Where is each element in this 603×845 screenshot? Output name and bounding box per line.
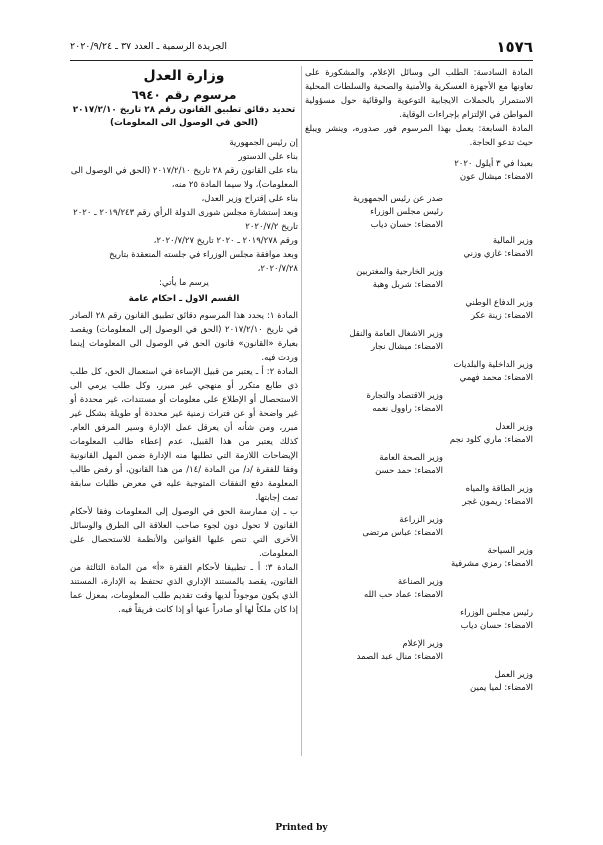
signature-works-title: وزير الاشغال العامة والنقل bbox=[349, 329, 443, 339]
signature-pm2-name: الامضاء: حسان دياب bbox=[460, 621, 533, 631]
page-number: ١٥٧٦ bbox=[496, 38, 533, 56]
decree-line: يرسم ما يأتي: bbox=[159, 278, 209, 288]
signature-works-name: الامضاء: ميشال نجار bbox=[370, 342, 443, 352]
signature-interior-name: الامضاء: محمد فهمي bbox=[459, 373, 533, 383]
signature-defense-title: وزير الدفاع الوطني bbox=[465, 298, 533, 308]
signature-pm2-title: رئيس مجلس الوزراء bbox=[460, 608, 533, 618]
page-header bbox=[70, 38, 533, 58]
signature-economy-title: وزير الاقتصاد والتجارة bbox=[366, 391, 443, 401]
article-one: المادة ١: يحدد هذا المرسوم دقائق تطبيق القانون رقم ٢٨ الصادر في تاريخ ٢٠١٧/٢/١٠ (الحق في الوصول إلى المعلومات) ويقصد بعبارة «القانون» قانون الحق في الوصول الى المعلومات إينما وردت فيه. bbox=[70, 311, 298, 363]
signature-energy-title: وزير الطاقة والمياه bbox=[465, 484, 533, 494]
signature-foreign-title: وزير الخارجية والمغتربين bbox=[356, 267, 443, 277]
signature-health-title: وزير الصحة العامة bbox=[379, 453, 443, 463]
signature-president: الامضاء: ميشال عون bbox=[459, 172, 533, 182]
article-three-a: المادة ٣: أ ـ تطبيقا لأحكام الفقرة «أ» من المادة الثالثة من القانون، يقصد بالمستند الإداري الذي تحتفظ به الإدارة، المستند الذي يكون موجوداً لديها وقت تقديم طلب المعلومات، بمعزل عما إذا كان ملكاً لها أو صادراً عنها أو إذا كانت فريقاً فيه. bbox=[70, 563, 298, 615]
ministry-title: وزارة العدل bbox=[143, 68, 225, 84]
running-title: الجريدة الرسمية ـ العدد ٣٧ ـ ٢٠٢٠/٩/٢٤ bbox=[70, 41, 228, 52]
decree-subject: تحديد دقائق تطبيق القانون رقم ٢٨ تاريخ ٢٠١٧/٢/١٠ (الحق في الوصول الى المعلومات) bbox=[72, 105, 296, 128]
intro-line: وبعد موافقة مجلس الوزراء في جلسته المنعقدة بتاريخ ٢٠٢٠/٧/٢٨، bbox=[109, 250, 298, 274]
intro-line: إن رئيس الجمهورية bbox=[229, 138, 298, 148]
signature-information-name: الامضاء: منال عبد الصمد bbox=[356, 652, 443, 662]
signature-interior-title: وزير الداخلية والبلديات bbox=[453, 360, 533, 370]
signature-agriculture-title: وزير الزراعة bbox=[399, 515, 443, 525]
signing-date: بعبدا في ٣ أيلول ٢٠٢٠ bbox=[454, 159, 533, 169]
right-column bbox=[305, 66, 533, 731]
left-column bbox=[70, 66, 298, 617]
signature-block bbox=[305, 171, 533, 731]
signature-information-title: وزير الإعلام bbox=[402, 639, 443, 649]
article-two-a: المادة ٢: أ ـ يعتبر من قبيل الإساءة في استعمال الحق، كل طلب ذي طابع متكرر أو منهجي غير مبرر، وكل طلب يرمي الى الاستحصال أو الإطلاع على معلومات أو مستندات، غير محددة أو غير واضحة أو عن فترات زمنية غير محددة أو طويلة بشكل غير مبرر، ومن شأنه أن يعرقل عمل الإدارة وسير المرفق العام. كذلك يعتبر من هذا القبيل، عدم إعطاء طالب المعلومات الإيضاحات اللازمة التي تطلبها منه الإدارة ضمن المهل القانونية وفقا للفقرة /د/ من المادة /١٤/ من هذا القانون، أو رفض طالب المعلومة دفع النفقات المتوجبة عليه في معرض طلبات سابقة تمت إجابتها. bbox=[70, 367, 299, 503]
intro-line: بناء على الدستور bbox=[238, 152, 298, 162]
signature-industry-name: الامضاء: عماد حب الله bbox=[364, 590, 443, 600]
printed-by: Printed by bbox=[275, 823, 328, 833]
signature-pm-name: الامضاء: حسان دياب bbox=[370, 220, 443, 230]
signature-tourism-title: وزير السياحة bbox=[487, 546, 533, 556]
signature-labor-name: الامضاء: لميا يمين bbox=[470, 683, 533, 693]
intro-line: ورقم ٢٠١٩/٢٧٨ ـ ٢٠٢٠ تاريخ ٢٠٢٠/٧/٢٧، bbox=[153, 236, 298, 246]
signature-agriculture-name: الامضاء: عباس مرتضى bbox=[362, 528, 443, 538]
signature-industry-title: وزير الصناعة bbox=[397, 577, 443, 587]
signature-tourism-name: الامضاء: رمزي مشرفية bbox=[451, 559, 533, 569]
signature-economy-name: الامضاء: راوول نعمه bbox=[372, 404, 443, 414]
decree-number: مرسوم رقم ٦٩٤٠ bbox=[131, 88, 237, 102]
intro-line: بناء على إقتراح وزير العدل، bbox=[201, 194, 298, 204]
chapter-title: القسم الاول ـ احكام عامة bbox=[128, 294, 240, 304]
signature-foreign-name: الامضاء: شربل وهبة bbox=[372, 280, 443, 290]
signature-issued-by: صدر عن رئيس الجمهورية bbox=[353, 194, 443, 204]
article-seven: المادة السابعة: يعمل بهذا المرسوم فور صدوره، وينشر ويبلغ حيث تدعو الحاجة. bbox=[305, 124, 533, 148]
intro-line: بناء على القانون رقم ٢٨ تاريخ ٢٠١٧/٢/١٠ (الحق في الوصول الى المعلومات)، ولا سيما المادة ٢٥ منه، bbox=[70, 166, 298, 190]
signature-health-name: الامضاء: حمد حسن bbox=[375, 466, 443, 476]
article-two-b: ب ـ إن ممارسة الحق في الوصول إلى المعلومات وفقا لأحكام القانون لا تحول دون لجوء صاحب العلاقة الى الطرق والوسائل الأخرى التي تنص عليها القوانين والأنظمة للاستحصال على المعلومات. bbox=[70, 507, 298, 559]
intro-line: وبعد إستشارة مجلس شورى الدولة الرأي رقم ٢٠١٩/٢٤٣ ـ ٢٠٢٠ تاريخ ٢٠٢٠/٧/٢ bbox=[73, 208, 298, 232]
signature-energy-name: الامضاء: ريمون غجر bbox=[462, 497, 533, 507]
article-six: المادة السادسة: الطلب الى وسائل الإعلام، والمشكورة على تعاونها مع الأجهزة العسكرية والأمنية والصحية والسلطات المحلية الاستمرار بالحملات الايجابية التوعوية والوقائية حول مسؤولية المواطن في الإلتزام بإجراءات الوقاية. bbox=[305, 68, 533, 120]
signature-pm-title: رئيس مجلس الوزراء bbox=[370, 207, 443, 217]
column-divider bbox=[301, 66, 302, 756]
signature-finance-title: وزير المالية bbox=[492, 236, 533, 246]
signature-justice-title: وزير العدل bbox=[495, 422, 533, 432]
signature-defense-name: الامضاء: زينة عكر bbox=[470, 311, 533, 321]
signature-finance-name: الامضاء: غازي وزني bbox=[463, 249, 533, 259]
signature-labor-title: وزير العمل bbox=[494, 670, 533, 680]
signature-justice-name: الامضاء: ماري كلود نجم bbox=[449, 435, 533, 445]
header-rule bbox=[70, 60, 533, 61]
